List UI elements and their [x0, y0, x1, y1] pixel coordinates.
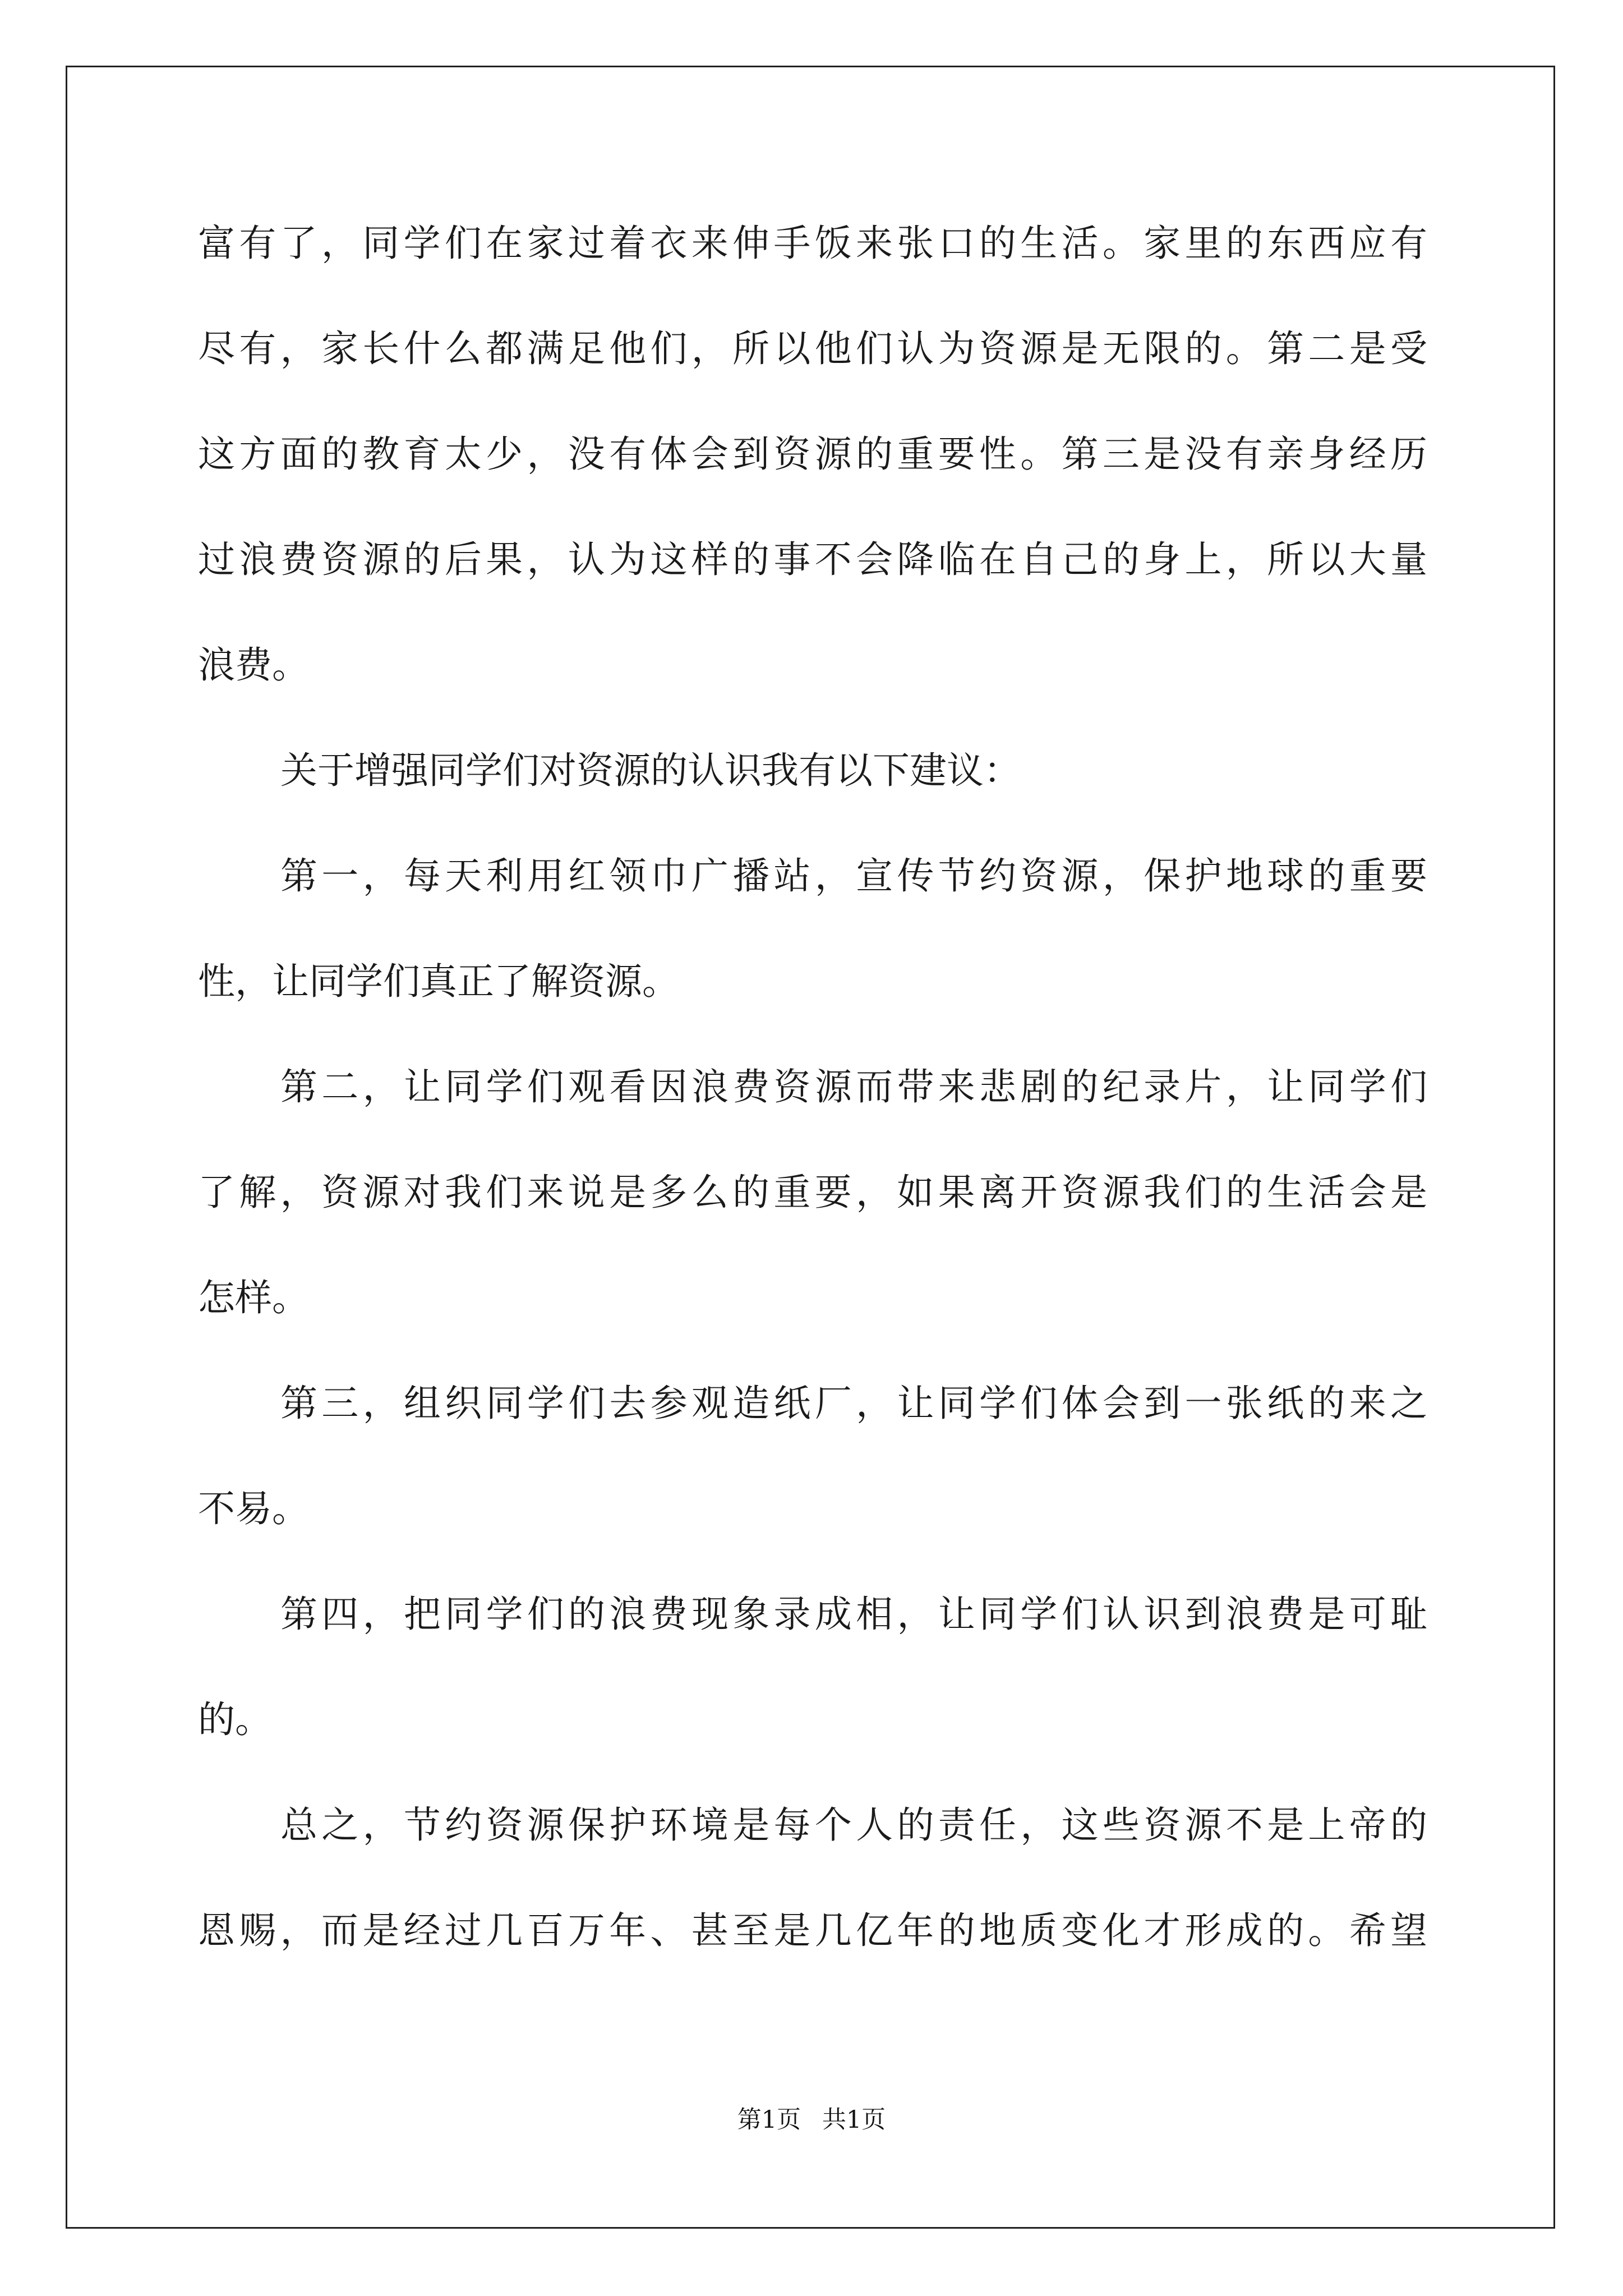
page-number-footer: 第1页 共1页	[737, 2106, 886, 2134]
text-line: 浪费。	[198, 643, 309, 687]
text-line: 第一，每天利用红领巾广播站，宣传节约资源，保护地球的重要	[280, 854, 1427, 898]
text-line: 这方面的教育太少，没有体会到资源的重要性。第三是没有亲身经历	[198, 432, 1427, 476]
text-line: 的。	[198, 1698, 272, 1741]
text-line: 总之，节约资源保护环境是每个人的责任，这些资源不是上帝的	[280, 1803, 1427, 1847]
text-line: 富有了，同学们在家过着衣来伸手饭来张口的生活。家里的东西应有	[198, 222, 1427, 265]
text-line: 尽有，家长什么都满足他们，所以他们认为资源是无限的。第二是受	[198, 327, 1427, 370]
text-line: 第四，把同学们的浪费现象录成相，让同学们认识到浪费是可耻	[280, 1593, 1427, 1636]
text-line: 性，让同学们真正了解资源。	[198, 960, 679, 1003]
text-line: 关于增强同学们对资源的认识我有以下建议：	[280, 749, 1021, 792]
text-line: 恩赐，而是经过几百万年、甚至是几亿年的地质变化才形成的。希望	[198, 1909, 1427, 1952]
text-line: 了解，资源对我们来说是多么的重要，如果离开资源我们的生活会是	[198, 1171, 1427, 1214]
text-line: 第三，组织同学们去参观造纸厂，让同学们体会到一张纸的来之	[280, 1382, 1427, 1425]
text-line: 第二，让同学们观看因浪费资源而带来悲剧的纪录片，让同学们	[280, 1065, 1427, 1108]
text-line: 过浪费资源的后果，认为这样的事不会降临在自己的身上，所以大量	[198, 538, 1427, 581]
text-line: 不易。	[198, 1487, 309, 1530]
document-body	[198, 206, 1427, 1999]
text-line: 怎样。	[198, 1276, 309, 1319]
